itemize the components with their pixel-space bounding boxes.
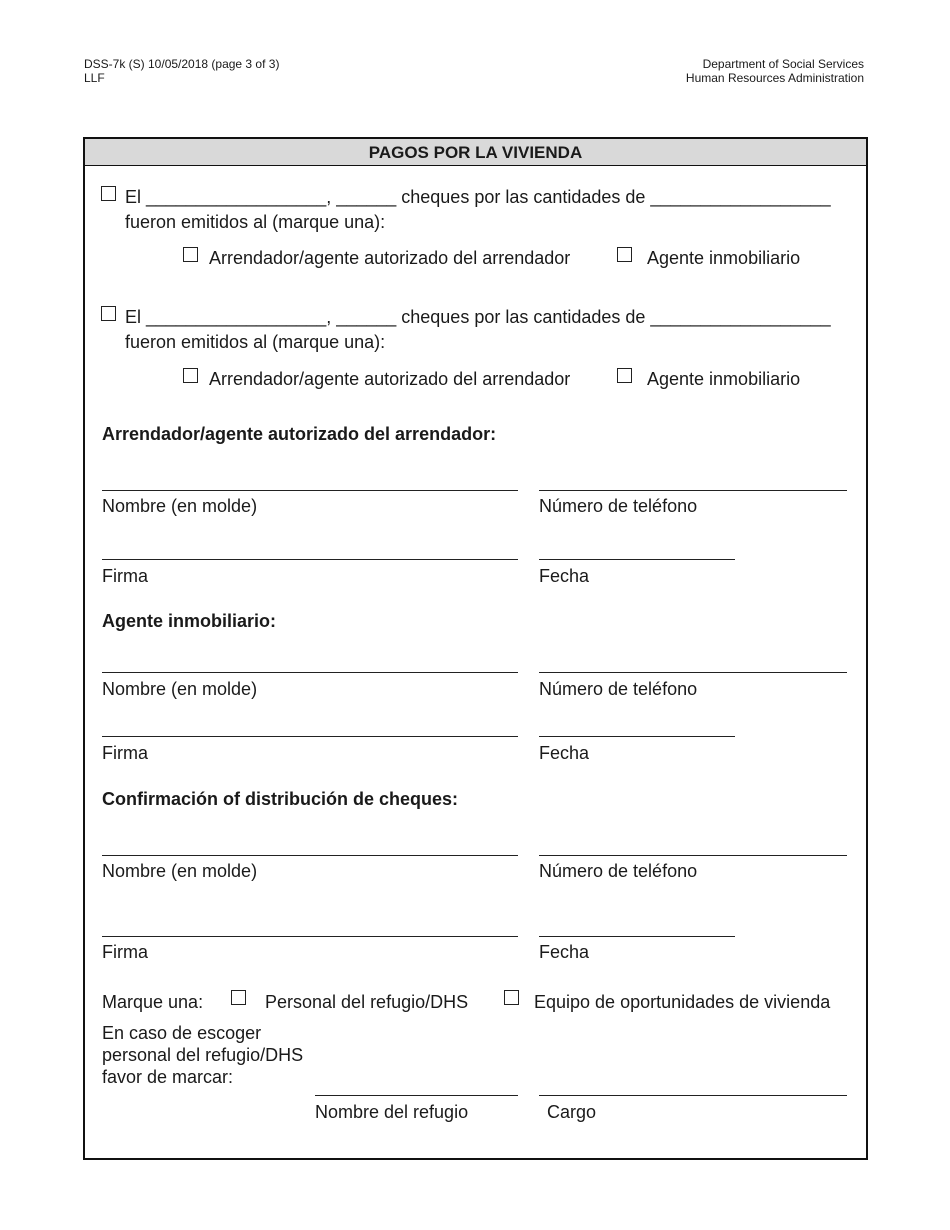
landlord-option-label-1: Arrendador/agente autorizado del arrendador <box>209 248 571 268</box>
shelter-staff-checkbox[interactable] <box>231 990 246 1005</box>
broker-option-label-1: Agente inmobiliario <box>647 248 801 268</box>
landlord-signature-line[interactable] <box>102 559 518 560</box>
broker-signature-line[interactable] <box>102 736 518 737</box>
broker-option-checkbox-2[interactable] <box>617 368 632 383</box>
broker-option-checkbox-1[interactable] <box>617 247 632 262</box>
landlord-signature-label: Firma <box>102 566 148 586</box>
confirmation-signature-line[interactable] <box>102 936 518 937</box>
department-name: Department of Social Services <box>702 57 864 71</box>
broker-date-line[interactable] <box>539 736 735 737</box>
housing-team-label: Equipo de oportunidades de vivienda <box>534 992 831 1012</box>
broker-signature-label: Firma <box>102 743 148 763</box>
confirmation-name-line[interactable] <box>102 855 518 856</box>
shelter-staff-label: Personal del refugio/DHS <box>265 992 469 1012</box>
shelter-note-line-2: personal del refugio/DHS <box>102 1045 304 1065</box>
shelter-note-line-3: favor de marcar: <box>102 1067 234 1087</box>
confirmation-phone-line[interactable] <box>539 855 847 856</box>
check-issued-subline-1: fueron emitidos al (marque una): <box>125 212 386 232</box>
check-issued-checkbox-1[interactable] <box>101 186 116 201</box>
broker-phone-label: Número de teléfono <box>539 679 698 699</box>
check-issued-checkbox-2[interactable] <box>101 306 116 321</box>
check-issued-subline-2: fueron emitidos al (marque una): <box>125 332 386 352</box>
confirmation-phone-label: Número de teléfono <box>539 861 698 881</box>
confirmation-date-line[interactable] <box>539 936 735 937</box>
confirmation-heading: Confirmación of distribución de cheques: <box>102 789 459 809</box>
landlord-option-checkbox-2[interactable] <box>183 368 198 383</box>
landlord-option-checkbox-1[interactable] <box>183 247 198 262</box>
landlord-date-label: Fecha <box>539 566 590 586</box>
title-label: Cargo <box>547 1102 597 1122</box>
landlord-option-label-2: Arrendador/agente autorizado del arrendador <box>209 369 571 389</box>
mark-one-label: Marque una: <box>102 992 204 1012</box>
shelter-name-label: Nombre del refugio <box>315 1102 469 1122</box>
form-code: LLF <box>84 71 105 85</box>
housing-team-checkbox[interactable] <box>504 990 519 1005</box>
title-line[interactable] <box>539 1095 847 1096</box>
confirmation-name-label: Nombre (en molde) <box>102 861 258 881</box>
broker-name-label: Nombre (en molde) <box>102 679 258 699</box>
landlord-phone-label: Número de teléfono <box>539 496 698 516</box>
section-title: PAGOS POR LA VIVIENDA <box>85 139 866 166</box>
check-issued-line-1: El __________________, ______ cheques por las cantidades de __________________ <box>125 187 831 207</box>
confirmation-date-label: Fecha <box>539 942 590 962</box>
broker-phone-line[interactable] <box>539 672 847 673</box>
administration-name: Human Resources Administration <box>685 71 864 85</box>
landlord-phone-line[interactable] <box>539 490 847 491</box>
broker-heading: Agente inmobiliario: <box>102 611 277 631</box>
landlord-date-line[interactable] <box>539 559 735 560</box>
landlord-name-label: Nombre (en molde) <box>102 496 258 516</box>
landlord-name-line[interactable] <box>102 490 518 491</box>
check-issued-line-2: El __________________, ______ cheques por las cantidades de __________________ <box>125 307 831 327</box>
landlord-heading: Arrendador/agente autorizado del arrendador: <box>102 424 497 444</box>
broker-date-label: Fecha <box>539 743 590 763</box>
form-id: DSS-7k (S) 10/05/2018 (page 3 of 3) <box>84 57 280 71</box>
shelter-name-line[interactable] <box>315 1095 518 1096</box>
shelter-note-line-1: En caso de escoger <box>102 1023 262 1043</box>
broker-option-label-2: Agente inmobiliario <box>647 369 801 389</box>
broker-name-line[interactable] <box>102 672 518 673</box>
confirmation-signature-label: Firma <box>102 942 148 962</box>
form-section <box>83 137 868 1160</box>
